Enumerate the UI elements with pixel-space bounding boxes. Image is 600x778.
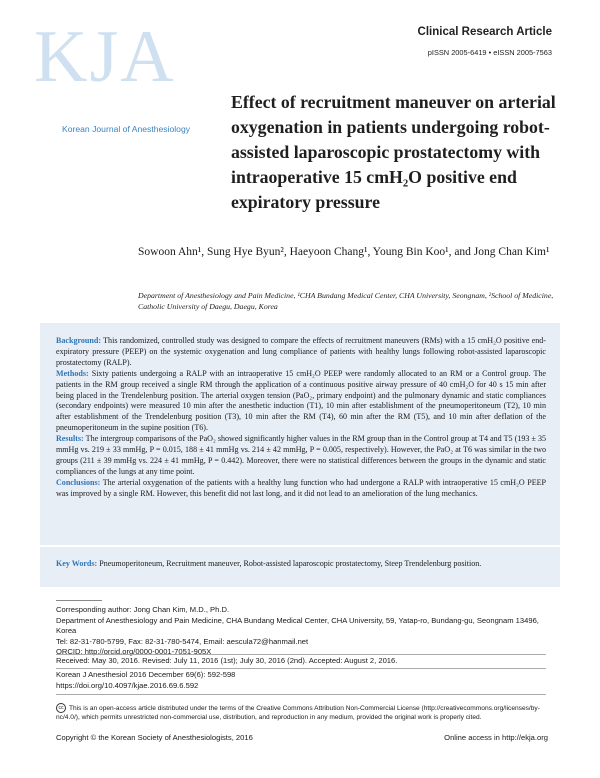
affiliations: Department of Anesthesiology and Pain Medicine, ¹CHA Bundang Medical Center, CHA University, Seongnam, ²School of Medicine, Catholic University of Daegu, Daegu, Korea <box>138 291 554 311</box>
creative-commons-icon: cc <box>56 703 66 713</box>
background-label: Background: <box>56 336 102 345</box>
results-label: Results: <box>56 434 84 444</box>
methods-text: Sixty patients undergoing a RALP with an intraoperative 15 cmH₂O PEEP were randomly allocated to an RM or a Control group. The patients in the RM group received a single RM through the application of a continuous positive airway pressure of 40 cmH₂O for 40 s 15 min after being placed in the Trendelenburg position. The arterial oxygen tension (PaO₂, primary endpoint) and the pulmonary dynamic and static compliances (secondary endpoints) were measured 10 min after the anesthetic induction (T1), 10 min after establishment of the pneumoperitoneum (T2), 10 min after establishment of the Trendelenburg position (T3), 10 min after the RM (T4), 60 min after the RM (T5), and 10 min after deflation of the pneumoperitoneum in the supine position (T6). <box>56 368 546 433</box>
keywords-label: Key Words: <box>56 559 98 568</box>
abstract <box>56 336 546 500</box>
citation-doi[interactable]: https://doi.org/10.4097/kjae.2016.69.6.592 <box>56 680 199 690</box>
methods-label: Methods: <box>56 368 89 378</box>
background-text: This randomized, controlled study was designed to compare the effects of recruitment maneuvers (RMs) with a 15 cmH₂O positive end-expiratory pressure (PEEP) on the systemic oxygenation and lung compliance of patients with healthy lungs following robot-assisted laparoscopic prostatectomy (RALP). <box>56 336 546 367</box>
citation <box>56 670 556 691</box>
citation-journal: Korean J Anesthesiol 2016 December 69(6): 592-598 <box>56 670 236 679</box>
issn: pISSN 2005-6419 • eISSN 2005-7563 <box>427 48 552 57</box>
corr-author: Corresponding author: Jong Chan Kim, M.D., Ph.D. <box>56 605 230 614</box>
divider <box>56 694 546 695</box>
license <box>56 703 546 722</box>
dates <box>56 656 556 665</box>
corr-orcid: ORCID: http://orcid.org/0000-0001-7051-905X <box>56 647 212 656</box>
license-text: This is an open-access article distributed under the terms of the Creative Commons Attribution Non-Commercial License (http://creativecommons.org/licenses/by-nc/4.0/), which permits unrestricted non-commercial use, distribution, and reproduction in any medium, provided the original work is properly cited. <box>56 704 540 721</box>
results-text: The intergroup comparisons of the PaO₂ showed significantly higher values in the RM group than in the Control group at T4 and T5 (193 ± 35 mmHg vs. 219 ± 33 mmHg, P = 0.015, 188 ± 41 mmHg vs. 214 ± 42 mmHg, P = 0.005, respectively). However, the PaO₂ at T6 was similar in the two groups (211 ± 39 mmHg vs. 224 ± 41 mmHg, P = 0.442). Moreover, there were no statistical differences between the groups in the dynamic and static compliances of the lungs at any time point. <box>56 434 546 476</box>
divider <box>56 600 102 601</box>
abstract-conclusions <box>56 478 546 500</box>
corr-contact: Tel: 82-31-780-5799, Fax: 82-31-780-5474, Email: aescula72@hanmail.net <box>56 636 309 646</box>
abstract-background <box>56 336 546 369</box>
copyright: Copyright © the Korean Society of Anesthesiologists, 2016 <box>56 733 253 742</box>
journal-name: Korean Journal of Anesthesiology <box>62 124 191 134</box>
conclusions-text: The arterial oxygenation of the patients with a healthy lung function who had undergone a RALP with intraoperative 15 cmH₂O PEEP was improved by a single RM. However, this benefit did not last long, and it did not lead to an amelioration of the lung mechanics. <box>56 477 547 498</box>
divider <box>56 668 546 669</box>
authors: Sowoon Ahn¹, Sung Hye Byun², Haeyoon Chang¹, Young Bin Koo¹, and Jong Chan Kim¹ <box>138 246 550 258</box>
abstract-methods <box>56 369 546 434</box>
divider <box>56 654 546 655</box>
keywords-text: Pneumoperitoneum, Recruitment maneuver, Robot-assisted laparoscopic prostatectomy, Steep Trendelenburg position. <box>99 559 482 568</box>
abstract-results <box>56 434 546 478</box>
article-type: Clinical Research Article <box>417 26 552 38</box>
conclusions-label: Conclusions: <box>56 477 101 487</box>
keywords <box>56 558 546 569</box>
journal-logo: KJA <box>34 16 176 98</box>
dates-text: Received: May 30, 2016. Revised: July 11, 2016 (1st); July 30, 2016 (2nd). Accepted: August 2, 2016. <box>56 656 398 665</box>
corr-address: Department of Anesthesiology and Pain Medicine, CHA Bundang Medical Center, CHA University, 59, Yatap-ro, Bundang-gu, Seongnam 13496, Korea <box>56 615 539 635</box>
article-title: Effect of recruitment maneuver on arterial oxygenation in patients undergoing robot-assisted laparoscopic prostatectomy with intraoperative 15 cmH₂O positive end expiratory pressure <box>231 92 556 212</box>
online-access[interactable]: Online access in http://ekja.org <box>444 733 548 742</box>
correspondence <box>56 605 556 658</box>
